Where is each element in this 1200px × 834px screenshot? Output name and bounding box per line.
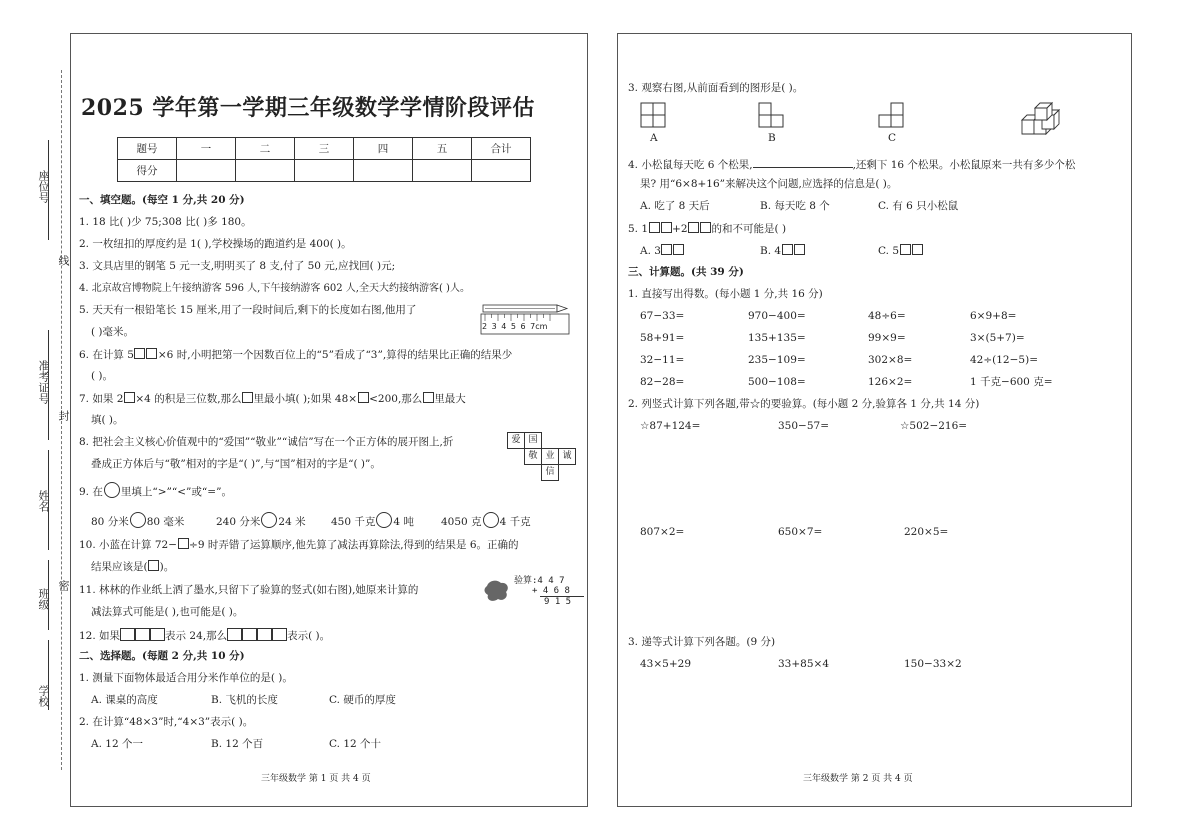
blank-box bbox=[358, 392, 369, 403]
page-footer: 三年级数学 第 1 页 共 4 页 bbox=[261, 774, 371, 784]
score-table-header-row bbox=[118, 138, 531, 160]
choice-option: A. 课桌的高度 bbox=[91, 694, 158, 706]
c5-text: 5. 1 bbox=[628, 223, 649, 235]
question-6-line1 bbox=[79, 348, 512, 362]
c5-text: 的和不可能是( ) bbox=[711, 223, 787, 235]
ruler-figure bbox=[479, 300, 573, 336]
vertical-calc-item: ☆502−216= bbox=[900, 420, 968, 432]
blank-box bbox=[661, 222, 672, 233]
blank-box bbox=[135, 628, 150, 641]
ruler-numbers: 2 3 4 5 6 7cm bbox=[482, 322, 548, 331]
choice-option bbox=[878, 244, 923, 258]
blank-box bbox=[134, 348, 145, 359]
section-3-heading: 三、计算题。(共 39 分) bbox=[628, 266, 744, 278]
vertical-calc-item: ☆87+124= bbox=[640, 420, 701, 432]
blank-line bbox=[753, 156, 853, 168]
blank-box bbox=[673, 244, 684, 255]
score-cell[interactable] bbox=[295, 160, 354, 182]
exam-no-field[interactable] bbox=[48, 330, 49, 440]
step-calc-item: 33+85×4 bbox=[778, 658, 829, 670]
vertical-calc-item: 650×7= bbox=[778, 526, 823, 538]
exam-no-label: 准考证号 bbox=[37, 360, 50, 404]
blank-box bbox=[912, 244, 923, 255]
option-text: B. 4 bbox=[760, 245, 782, 257]
score-cell[interactable] bbox=[413, 160, 472, 182]
q9-item bbox=[441, 512, 531, 529]
score-header-cell: 一 bbox=[177, 138, 236, 160]
q6-text-post: ×6 时,小明把第一个因数百位上的“5”看成了“3”,算得的结果比正确的结果少 bbox=[157, 349, 513, 361]
section-2-heading: 二、选择题。(每题 2 分,共 10 分) bbox=[79, 650, 245, 662]
vertical-calc-item: 350−57= bbox=[778, 420, 829, 432]
q10-text-pre: 10. 小蓝在计算 72− bbox=[79, 539, 178, 551]
blank-box bbox=[124, 392, 135, 403]
choice-option: B. 每天吃 8 个 bbox=[760, 200, 830, 212]
exam-title: 2025 学年第一学期三年级数学学情阶段评估 bbox=[81, 95, 535, 121]
oral-item: 970−400= bbox=[748, 310, 806, 322]
seal-char: 封 bbox=[57, 410, 70, 421]
q7-text-1: 7. 如果 2 bbox=[79, 393, 124, 405]
q9-left: 450 千克 bbox=[331, 516, 376, 528]
net-cell: 业 bbox=[541, 448, 559, 465]
oral-item: 48÷6= bbox=[868, 310, 906, 322]
choice-option: C. 有 6 只小松鼠 bbox=[878, 200, 959, 212]
q7-text-4: <200,那么 bbox=[369, 393, 423, 405]
q10b-text-post: )。 bbox=[159, 561, 175, 573]
class-field[interactable] bbox=[48, 560, 49, 630]
seat-label: 座位号 bbox=[37, 170, 50, 203]
oral-item: 67−33= bbox=[640, 310, 685, 322]
name-label: 姓名 bbox=[37, 490, 50, 512]
blank-box bbox=[649, 222, 660, 233]
q12-text-pre: 12. 如果 bbox=[79, 630, 121, 642]
option-text: A. 3 bbox=[640, 245, 661, 257]
c5-text: +2 bbox=[672, 223, 688, 235]
blank-box bbox=[794, 244, 805, 255]
oral-item: 6×9+8= bbox=[970, 310, 1017, 322]
q9-right: 4 千克 bbox=[499, 516, 531, 528]
oral-item: 500−108= bbox=[748, 376, 806, 388]
oral-item: 82−28= bbox=[640, 376, 685, 388]
calc-part-3-heading: 3. 递等式计算下列各题。(9 分) bbox=[628, 636, 776, 648]
blank-box bbox=[242, 628, 257, 641]
blank-box bbox=[782, 244, 793, 255]
blank-box bbox=[688, 222, 699, 233]
check-label: 验算: bbox=[514, 576, 538, 586]
oral-item: 32−11= bbox=[640, 354, 685, 366]
compare-circle bbox=[104, 482, 120, 498]
net-cell: 爱 bbox=[507, 432, 525, 449]
score-header-cell: 三 bbox=[295, 138, 354, 160]
school-field[interactable] bbox=[48, 640, 49, 710]
oral-item: 126×2= bbox=[868, 376, 913, 388]
q7-text-2: ×4 的积是三位数,那么 bbox=[135, 393, 242, 405]
blank-box bbox=[227, 628, 242, 641]
q9-right: 80 毫米 bbox=[146, 516, 185, 528]
question-6-line2: ( )。 bbox=[91, 370, 114, 382]
choice-question-3: 3. 观察右图,从前面看到的图形是( )。 bbox=[628, 82, 804, 94]
question-2: 2. 一枚纽扣的厚度约是 1( ),学校操场的跑道约是 400( )。 bbox=[79, 238, 352, 250]
question-10-line2 bbox=[91, 560, 174, 574]
option-label: B bbox=[768, 132, 776, 144]
option-label: A bbox=[650, 132, 658, 144]
name-field[interactable] bbox=[48, 450, 49, 550]
seat-field[interactable] bbox=[48, 140, 49, 240]
choice-option: C. 12 个十 bbox=[329, 738, 382, 750]
score-header-cell: 题号 bbox=[118, 138, 177, 160]
q9-text-pre: 9. 在 bbox=[79, 486, 103, 498]
score-table bbox=[117, 137, 531, 182]
net-cell: 敬 bbox=[524, 448, 542, 465]
question-11-line1: 11. 林林的作业纸上洒了墨水,只留下了验算的竖式(如右图),她原来计算的 bbox=[79, 584, 419, 596]
option-text: C. 5 bbox=[878, 245, 900, 257]
school-label: 学校 bbox=[37, 685, 50, 707]
check-row: 9 1 5 bbox=[540, 596, 584, 607]
q12-text-post: 表示( )。 bbox=[287, 630, 331, 642]
q9-item bbox=[91, 512, 184, 529]
c4-text-pre: 4. 小松鼠每天吃 6 个松果, bbox=[628, 159, 753, 171]
blank-box bbox=[150, 628, 165, 641]
step-calc-item: 150−33×2 bbox=[904, 658, 962, 670]
oral-item: 3×(5+7)= bbox=[970, 332, 1025, 344]
oral-item: 235−109= bbox=[748, 354, 806, 366]
choice-option: A. 12 个一 bbox=[91, 738, 143, 750]
question-9 bbox=[79, 482, 232, 499]
check-row: + 4 6 8 bbox=[532, 586, 570, 596]
q9-item bbox=[216, 512, 306, 529]
calc-part-1-heading: 1. 直接写出得数。(每小题 1 分,共 16 分) bbox=[628, 288, 823, 300]
dense-char: 密 bbox=[57, 580, 70, 591]
score-header-cell: 四 bbox=[354, 138, 413, 160]
choice-option: B. 12 个百 bbox=[211, 738, 264, 750]
blank-box bbox=[146, 348, 157, 359]
choice-option: A. 吃了 8 天后 bbox=[640, 200, 710, 212]
blank-box bbox=[900, 244, 911, 255]
compare-circle[interactable] bbox=[376, 512, 392, 528]
blank-box bbox=[700, 222, 711, 233]
compare-circle[interactable] bbox=[261, 512, 277, 528]
question-8-line2: 叠成正方体后与“敬”相对的字是“( )”,与“国”相对的字是“( )”。 bbox=[91, 458, 381, 470]
q9-item bbox=[331, 512, 414, 529]
step-calc-item: 43×5+29 bbox=[640, 658, 691, 670]
view-option-a-icon bbox=[640, 102, 670, 130]
score-cell[interactable] bbox=[177, 160, 236, 182]
blank-box bbox=[272, 628, 287, 641]
oral-item: 1 千克−600 克= bbox=[970, 376, 1053, 388]
choice-option: C. 硬币的厚度 bbox=[329, 694, 396, 706]
exam-page-1 bbox=[70, 33, 588, 807]
blank-box bbox=[148, 560, 159, 571]
calc-part-2-heading: 2. 列竖式计算下列各题,带☆的要验算。(每小题 2 分,验算各 1 分,共 14 分) bbox=[628, 398, 980, 410]
option-label: C bbox=[888, 132, 897, 144]
score-header-cell: 合计 bbox=[472, 138, 531, 160]
section-1-heading: 一、填空题。(每空 1 分,共 20 分) bbox=[79, 194, 245, 206]
score-cell[interactable] bbox=[236, 160, 295, 182]
choice-option bbox=[640, 244, 685, 258]
exam-page-2 bbox=[617, 33, 1132, 807]
oral-item: 135+135= bbox=[748, 332, 806, 344]
view-option-b-icon bbox=[758, 102, 788, 130]
net-cell: 国 bbox=[524, 432, 542, 449]
choice-question-4-line1 bbox=[628, 156, 1075, 172]
question-8-line1: 8. 把社会主义核心价值观中的“爱国”“敬业”“诚信”写在一个正方体的展开图上,折 bbox=[79, 436, 454, 448]
choice-question-1: 1. 测量下面物体最适合用分米作单位的是( )。 bbox=[79, 672, 293, 684]
q9-left: 240 分米 bbox=[216, 516, 261, 528]
question-5-line1: 5. 天天有一根铅笔长 15 厘米,用了一段时间后,剩下的长度如右图,他用了 bbox=[79, 304, 417, 316]
q7-text-3: 里最小填( );如果 48× bbox=[253, 393, 358, 405]
q9-left: 80 分米 bbox=[91, 516, 129, 528]
q7-text-5: 里最大 bbox=[434, 393, 466, 405]
page-footer: 三年级数学 第 2 页 共 4 页 bbox=[803, 774, 913, 784]
check-row: 4 4 7 bbox=[537, 576, 565, 586]
ink-blot-icon bbox=[483, 578, 511, 604]
blank-box bbox=[120, 628, 135, 641]
choice-question-5 bbox=[628, 222, 786, 236]
choice-question-2: 2. 在计算“48×3”时,“4×3”表示( )。 bbox=[79, 716, 254, 728]
compare-circle[interactable] bbox=[130, 512, 146, 528]
q10-text-post: ÷9 时弄错了运算顺序,他先算了减法再算除法,得到的结果是 6。正确的 bbox=[189, 539, 519, 551]
q6-text-pre: 6. 在计算 5 bbox=[79, 349, 134, 361]
class-label: 班级 bbox=[37, 588, 50, 610]
check-calculation bbox=[514, 576, 584, 607]
vertical-calc-item: 220×5= bbox=[904, 526, 949, 538]
blank-box bbox=[242, 392, 253, 403]
choice-option: B. 飞机的长度 bbox=[211, 694, 278, 706]
score-cell[interactable] bbox=[354, 160, 413, 182]
cube-stack-icon bbox=[1020, 98, 1066, 138]
q9-text-post: 里填上“>”“<”或“=”。 bbox=[120, 486, 232, 498]
c4-text-post: ,还剩下 16 个松果。小松鼠原来一共有多少个松 bbox=[852, 159, 1076, 171]
blank-box bbox=[661, 244, 672, 255]
q9-right: 24 米 bbox=[278, 516, 306, 528]
blank-box bbox=[257, 628, 272, 641]
choice-option bbox=[760, 244, 805, 258]
question-7-line1 bbox=[79, 392, 466, 406]
question-3: 3. 文具店里的钢笔 5 元一支,明明买了 8 支,付了 50 元,应找回( )元; bbox=[79, 260, 396, 272]
q10b-text-pre: 结果应该是( bbox=[91, 561, 148, 573]
question-5-line2: ( )毫米。 bbox=[91, 326, 135, 338]
score-cell[interactable] bbox=[472, 160, 531, 182]
q9-right: 4 吨 bbox=[393, 516, 414, 528]
oral-item: 42÷(12−5)= bbox=[970, 354, 1038, 366]
question-7-line2: 填( )。 bbox=[91, 414, 124, 426]
question-10-line1 bbox=[79, 538, 519, 552]
cut-line-char: 线 bbox=[57, 255, 70, 266]
score-table-score-row bbox=[118, 160, 531, 182]
question-4: 4. 北京故宫博物院上午接纳游客 596 人,下午接纳游客 602 人,全天大约接纳游客( )人。 bbox=[79, 283, 470, 294]
choice-question-4-line2: 果? 用“6×8+16”来解决这个问题,应选择的信息是( )。 bbox=[640, 178, 898, 190]
q9-left: 4050 克 bbox=[441, 516, 482, 528]
question-1: 1. 18 比( )少 75;308 比( )多 180。 bbox=[79, 216, 252, 228]
oral-item: 99×9= bbox=[868, 332, 906, 344]
q12-text-mid: 表示 24,那么 bbox=[165, 630, 228, 642]
net-cell: 信 bbox=[541, 464, 559, 481]
net-cell: 诚 bbox=[558, 448, 576, 465]
blank-box bbox=[423, 392, 434, 403]
compare-circle[interactable] bbox=[483, 512, 499, 528]
question-11-line2: 减法算式可能是( ),也可能是( )。 bbox=[91, 606, 244, 618]
question-12 bbox=[79, 628, 330, 643]
vertical-calc-item: 807×2= bbox=[640, 526, 685, 538]
score-row-label: 得分 bbox=[118, 160, 177, 182]
oral-item: 302×8= bbox=[868, 354, 913, 366]
score-header-cell: 二 bbox=[236, 138, 295, 160]
blank-box bbox=[178, 538, 189, 549]
oral-item: 58+91= bbox=[640, 332, 685, 344]
view-option-c-icon bbox=[878, 102, 908, 130]
score-header-cell: 五 bbox=[413, 138, 472, 160]
